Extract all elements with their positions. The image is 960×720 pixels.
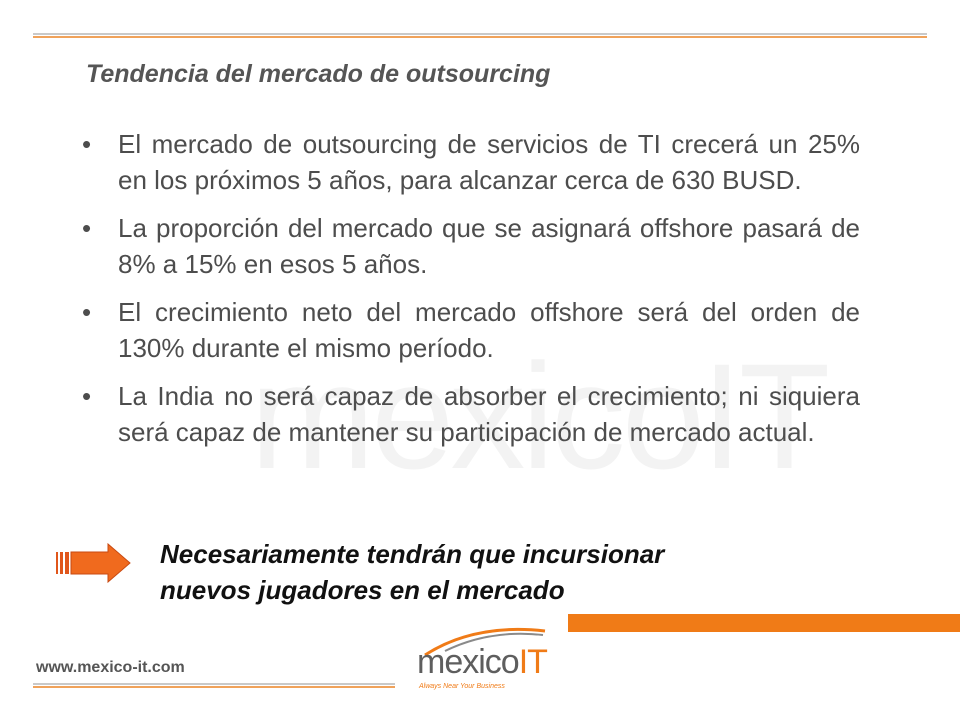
- bottom-rule: [33, 683, 395, 688]
- conclusion-line: nuevos jugadores en el mercado: [160, 575, 565, 605]
- logo-tagline: Always Near Your Business: [419, 683, 505, 690]
- mexicoit-logo: [405, 625, 555, 695]
- conclusion-line: Necesariamente tendrán que incursionar: [160, 539, 665, 569]
- bullet-item: [80, 294, 860, 366]
- bullet-item: [80, 126, 860, 198]
- bullet-list: [80, 126, 860, 462]
- logo-text-main: mexico: [417, 643, 519, 681]
- bullet-text: El mercado de outsourcing de servicios de TI crecerá un 25% en los próximos 5 años, para alcanzar cerca de 630 BUSD.: [118, 129, 860, 195]
- bullet-item: [80, 378, 860, 450]
- slide-title: Tendencia del mercado de outsourcing: [86, 60, 551, 88]
- bullet-dot-icon: •: [82, 213, 92, 243]
- bullet-text: El crecimiento neto del mercado offshore será del orden de 130% durante el mismo período.: [118, 297, 860, 363]
- logo-text-accent: IT: [518, 643, 547, 681]
- top-rule: [33, 33, 927, 38]
- bullet-dot-icon: •: [82, 381, 92, 411]
- bullet-text: La India no será capaz de absorber el crecimiento; ni siquiera será capaz de mantener su participación de mercado actual.: [118, 381, 860, 447]
- bullet-text: La proporción del mercado que se asignará offshore pasará de 8% a 15% en esos 5 años.: [118, 213, 860, 279]
- accent-bar: [568, 614, 960, 632]
- logo-wordmark: [417, 643, 547, 682]
- arrow-right-icon: [56, 543, 132, 588]
- bullet-dot-icon: •: [82, 297, 92, 327]
- bullet-dot-icon: •: [82, 129, 92, 159]
- website-url: www.mexico-it.com: [36, 659, 185, 676]
- bullet-item: [80, 210, 860, 282]
- conclusion-text: [160, 536, 664, 608]
